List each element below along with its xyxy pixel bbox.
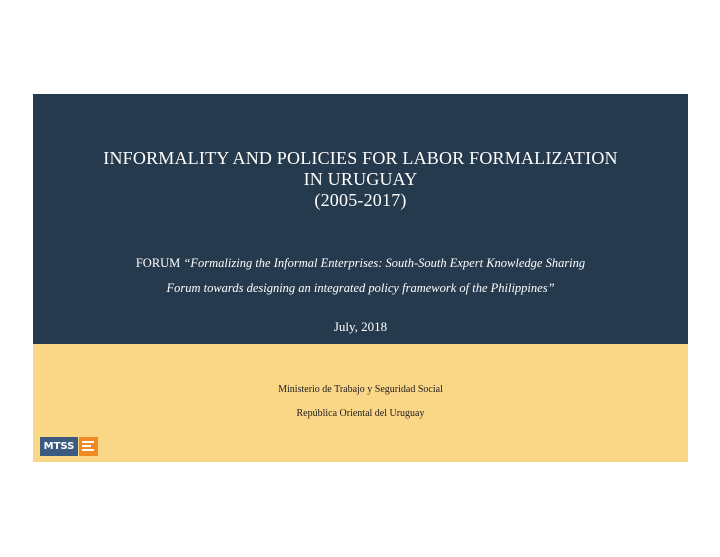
title-line-3: (2005-2017) (314, 190, 407, 210)
slide-title (33, 148, 688, 211)
presentation-date: July, 2018 (333, 319, 388, 334)
forum-name-part-2: Forum towards designing an integrated policy framework of the Philippines” (166, 281, 555, 295)
forum-line-1 (33, 251, 688, 276)
logo-text: MTSS (40, 437, 78, 456)
slide (33, 94, 688, 462)
forum-prefix: FORUM (135, 256, 184, 270)
title-line-2: IN URUGUAY (303, 169, 418, 189)
logo-mark-icon (79, 437, 98, 456)
ministry-name: Ministerio de Trabajo y Seguridad Social (278, 384, 443, 395)
mtss-logo (40, 437, 98, 456)
footer-panel (33, 344, 688, 462)
title-line-1: INFORMALITY AND POLICIES FOR LABOR FORMALIZATION (103, 148, 618, 168)
forum-name-part-1: “Formalizing the Informal Enterprises: South-South Expert Knowledge Sharing (183, 256, 586, 270)
title-panel (33, 94, 688, 344)
forum-subtitle (33, 251, 688, 301)
forum-line-2 (33, 276, 688, 301)
country-name: República Oriental del Uruguay (296, 408, 425, 419)
